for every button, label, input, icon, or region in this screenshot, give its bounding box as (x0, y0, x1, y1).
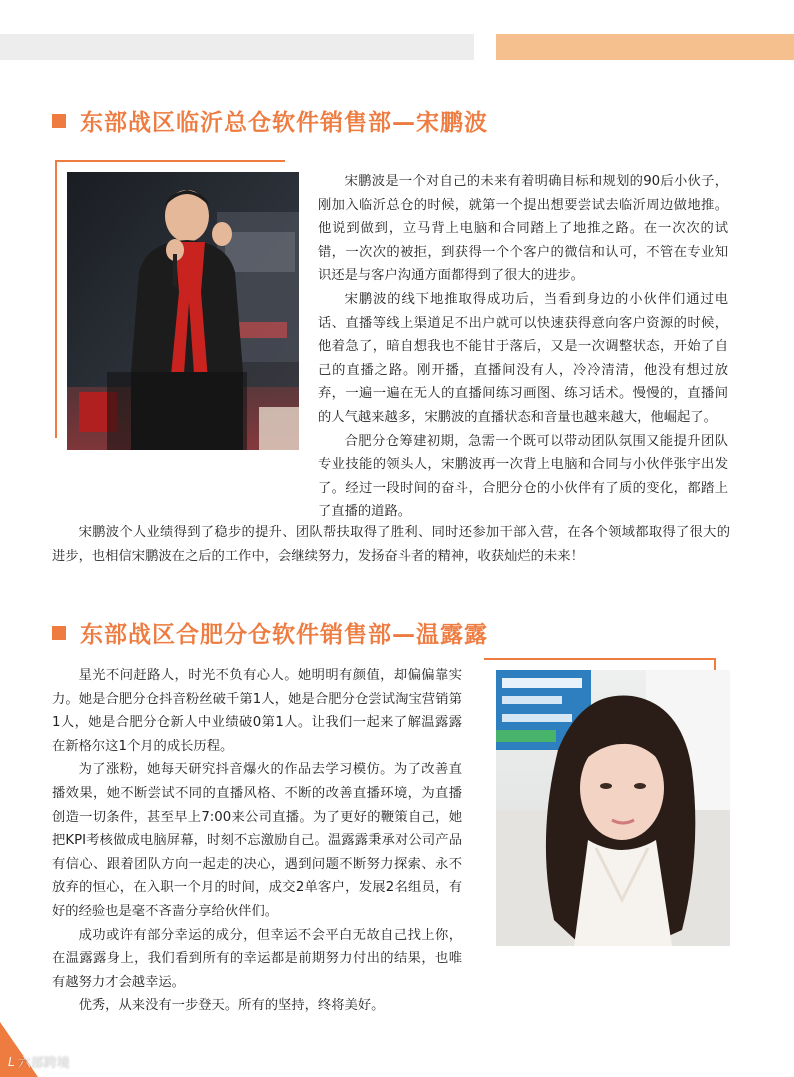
photo2-frame-top (484, 658, 714, 660)
section1-paragraph: 宋鹏波是一个对自己的未来有着明确目标和规划的90后小伙子，刚加入临沂总仓的时候，就第一个提出想要尝试去临沂周边做地推。他说到做到，立马背上电脑和合同踏上了地推之路。在一次次的试错，一次次的被拒，到获得一个个客户的微信和认可，不管在专业知识还是与客户沟通方面都得到了很大的进步。 (318, 174, 728, 284)
section1-paragraph: 宋鹏波的线下地推取得成功后，当看到身边的小伙伴们通过电话、直播等线上渠道足不出户就可以快速获得意向客户资源的时候，他着急了，暗自想我也不能甘于落后，又是一次调整状态，开始了自己的直播之路。刚开播，直播间没有人，冷冷清清，他没有想过放弃，一遍一遍在无人的直播间练习画图、练习话术。慢慢的，直播间的人气越来越多，宋鹏波的直播状态和音量也越来越大，他崛起了。 (318, 291, 728, 425)
heading-square-icon (52, 626, 66, 640)
section1-paragraph: 合肥分仓筹建初期，急需一个既可以带动团队氛围又能提升团队专业技能的领头人，宋鹏波再一次背上电脑和合同与小伙伴张宇出发了。经过一段时间的奋斗，合肥分仓的小伙伴有了质的变化，都踏上了直播的道路。 (318, 433, 728, 520)
section2-paragraph: 为了涨粉，她每天研究抖音爆火的作品去学习模仿。为了改善直播效果，她不断尝试不同的直播风格、不断的改善直播环境，为直播创造一切条件，甚至早上7:00来公司直播。为了更好的鞭策自己，她把KPI考核做成电脑屏幕，时刻不忘激励自己。温露露秉承对公司产品有信心、跟着团队方向一起走的决心，遇到问题不断努力探索、永不放弃的恒心，在入职一个月的时间，成交2单客户，发展2名组员，有好的经验也是毫不吝啬分享给伙伴们。 (52, 762, 462, 919)
section1-heading (52, 104, 488, 137)
top-decor-bar-orange (496, 34, 794, 60)
brand-logo (8, 1052, 70, 1071)
photo1-frame-top (55, 160, 285, 162)
section1-heading-text: 东部战区临沂总仓软件销售部—宋鹏波 (80, 110, 488, 136)
brand-logo-icon: L (8, 1054, 15, 1069)
photo-song-pengbo (67, 172, 299, 450)
top-decor-bar-gray (0, 34, 474, 60)
section2-paragraph: 成功或许有部分幸运的成分，但幸运不会平白无故自己找上你，在温露露身上，我们看到所有的幸运都是前期努力付出的结果，也唯有越努力才会越幸运。 (52, 927, 462, 990)
section2-text-block (52, 664, 462, 1018)
photo-wen-lulu (496, 670, 730, 946)
section2-heading (52, 616, 488, 649)
photo1-frame-left (55, 160, 57, 438)
section2-heading-text: 东部战区合肥分仓软件销售部—温露露 (80, 622, 488, 648)
section1-intro-block (318, 170, 728, 524)
section1-closing-paragraph: 宋鹏波个人业绩得到了稳步的提升、团队帮扶取得了胜利、同时还参加干部入营，在各个领域都取得了很大的进步，也相信宋鹏波在之后的工作中，会继续努力，发扬奋斗者的精神，收获灿烂的未来！ (52, 525, 730, 564)
section2-paragraph: 优秀，从来没有一步登天。所有的坚持，终将美好。 (78, 998, 385, 1014)
heading-square-icon (52, 114, 66, 128)
brand-logo-text: 六部跨境 (17, 1056, 70, 1071)
section2-paragraph: 星光不问赶路人，时光不负有心人。她明明有颜值，却偏偏靠实力。她是合肥分仓抖音粉丝破千第1人，她是合肥分仓尝试淘宝营销第1人，她是合肥分仓新人中业绩破0第1人。让我们一起来了解温露露在新格尔这1个月的成长历程。 (52, 668, 462, 754)
